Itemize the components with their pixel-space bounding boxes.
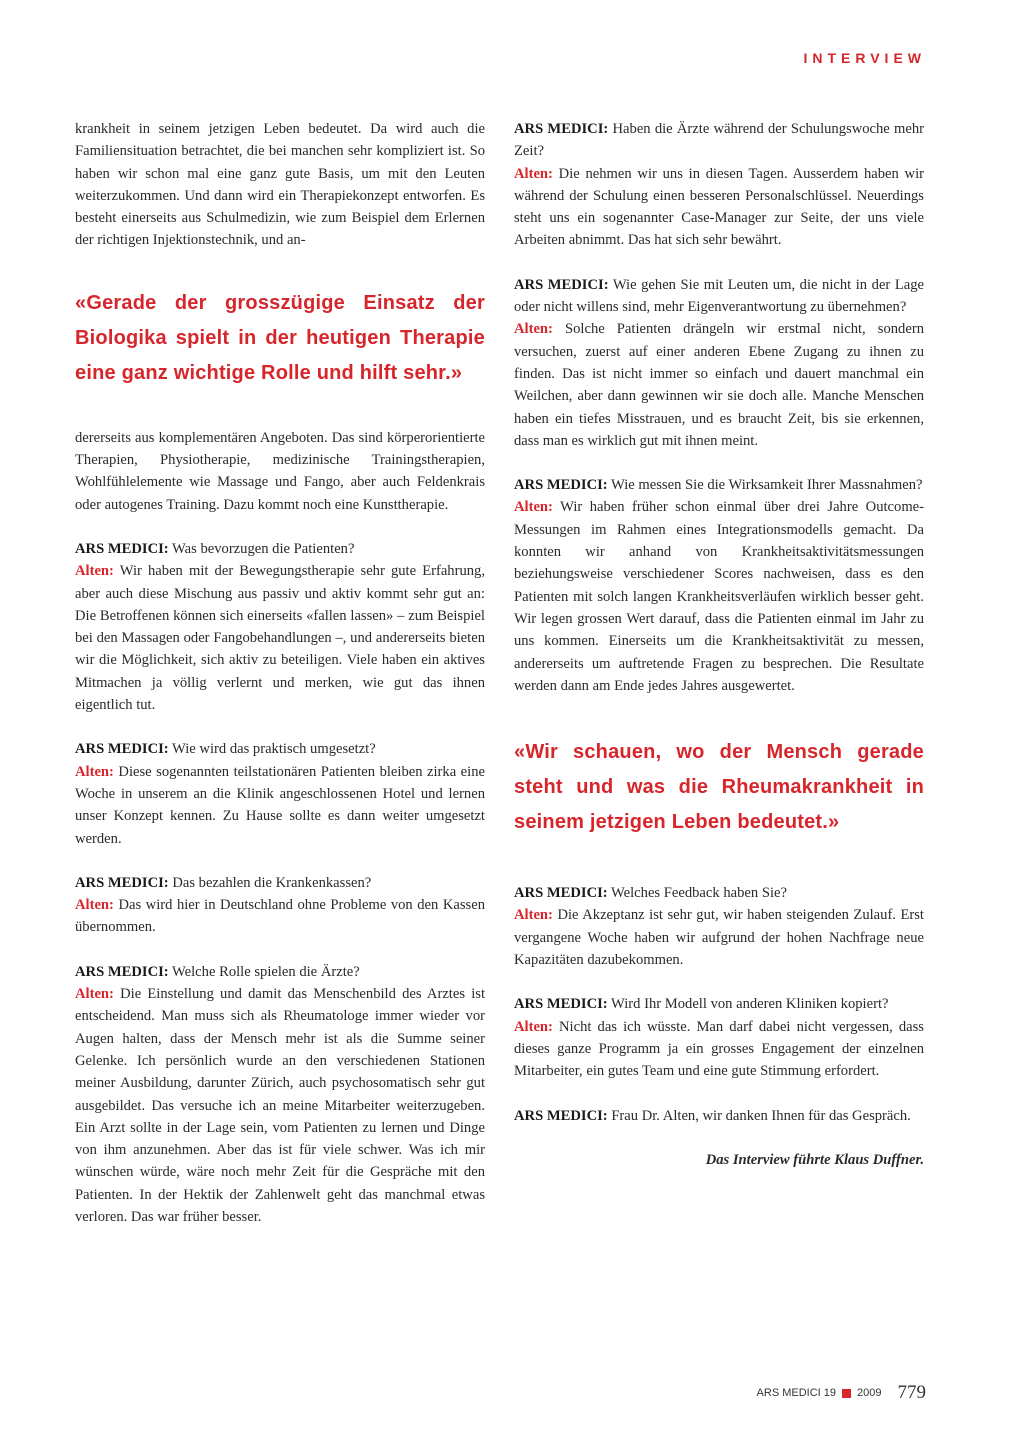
question-text: Wie messen Sie die Wirksamkeit Ihrer Massnahmen?: [611, 477, 923, 494]
interview-credit: Das Interview führte Klaus Duffner.: [705, 1151, 924, 1168]
answer-text: Die nehmen wir uns in diesen Tagen. Ausserdem haben wir während der Schulung einen besseren Personalschlüssel. Neuerdings steht uns ein sogenannter Case-Manager zur Seite, der uns viele Arbeiten abnimmt. Das hat sich sehr bewährt.: [514, 165, 924, 249]
continuation-paragraph: dererseits aus komplementären Angeboten. Das sind körperorientierte Therapien, Physiotherapie, medizinische Trainingstherapien, Wohlfühlelemente wie Massage und Fango, aber auch Feldenkrais oder autogenes Training. Dazu kommt noch eine Kunsttherapie.: [75, 429, 485, 513]
qa-question: [514, 993, 924, 1015]
interviewer-label: ARS MEDICI:: [514, 121, 609, 137]
answer-text: Die Einstellung und damit das Menschenbild des Arztes ist entscheidend. Man muss sich als Rheumatologe immer wieder vor Augen halten, dass der Mensch mehr ist als die Summe seiner Gelenke. Ich persönlich wurde an den verschiedenen Stationen meiner Ausbildung, darunter Zürich, auch psychosomatisch sehr gut ausgebildet. Das versuche ich an meine Mitarbeiter weiterzugeben. Ein Arzt sollte in der Lage sein, vom Patienten zu lernen und Dinge von ihm anzunehmen. Aber das ist für viele schwer. Was ich mir wünschen würde, wäre noch mehr Zeit für die Gespräche mit den Patienten. In der Hektik der Zahlenwelt geht das manchmal etwas verloren. Das war früher besser.: [75, 986, 485, 1225]
interviewee-label: Alten:: [514, 499, 553, 516]
page-number: 779: [897, 1382, 926, 1403]
question-text: Haben die Ärzte während der Schulungswoche mehr Zeit?: [514, 121, 925, 160]
qa-answer: [514, 904, 924, 971]
interviewee-label: Alten:: [75, 986, 114, 1003]
question-text: Wird Ihr Modell von anderen Kliniken kopiert?: [611, 996, 889, 1013]
answer-text: Wir haben früher schon einmal über drei Jahre Outcome-Messungen im Rahmen eines Integrationsmodells gemacht. Da konnten wir anhand von Krankheitsaktivitätsmessungen beziehungsweise verschiedener Scores nachweisen, dass es den Patienten mit solch langen Krankheitsverläufen wirklich besser geht. Wir legen grossen Wert darauf, dass die Patienten einmal im Jahr zu uns kommen. Einerseits um die Krankheitsaktivität zu messen, andererseits um auftretende Fragen zu besprechen. Die Resultate werden dann am Ende jedes Jahres ausgewertet.: [514, 499, 925, 694]
interviewee-label: Alten:: [514, 321, 553, 338]
pull-quote-left: «Gerade der grosszügige Einsatz der Biologika spielt in der heutigen Therapie eine ganz wichtige Rolle und hilft sehr.»: [75, 291, 485, 384]
qa-question: [514, 118, 924, 163]
qa-answer: [75, 894, 485, 939]
closing-remark: [514, 1105, 924, 1127]
qa-question: [75, 872, 485, 894]
qa-answer: [514, 318, 924, 452]
interviewer-label: ARS MEDICI:: [514, 996, 608, 1013]
qa-answer: [514, 496, 924, 697]
answer-text: Solche Patienten drängeln wir erstmal nicht, sondern versuchen, zuerst auf einer anderen Ebene Zugang zu ihnen zu finden. Das ist nicht immer so einfach und dauert manchmal ein Weilchen, aber dann gewinnen wir sie doch alle. Manche Menschen haben ein tiefes Misstrauen, und es braucht Zeit, bis sie erkennen, dass man es wirklich gut mit ihnen meint.: [514, 321, 924, 449]
question-text: Welche Rolle spielen die Ärzte?: [172, 963, 360, 980]
interviewer-label: ARS MEDICI:: [514, 276, 609, 293]
qa-answer: [514, 163, 924, 252]
qa-question: [75, 738, 485, 760]
answer-text: Nicht das ich wüsste. Man darf dabei nicht vergessen, dass dieses ganze Programm ja ein grosses Engagement der einzelnen Mitarbeiter, ein gutes Team und eine gute Stimmung erfordert.: [514, 1018, 924, 1080]
interviewee-label: Alten:: [514, 1018, 553, 1035]
page-footer: [757, 1382, 926, 1404]
interviewer-label: ARS MEDICI:: [514, 885, 608, 902]
question-text: Das bezahlen die Krankenkassen?: [172, 874, 372, 891]
interviewer-label: ARS MEDICI:: [75, 963, 169, 980]
qa-answer: [75, 983, 485, 1228]
qa-question: [514, 882, 924, 904]
issue-year: 2009: [857, 1387, 882, 1399]
interviewer-label: ARS MEDICI:: [75, 874, 169, 891]
answer-text: Diese sogenannten teilstationären Patienten bleiben zirka eine Woche in unserem an die Klinik angeschlossenen Hotel und lernen unser Konzept kennen. Zu Hause sollte es dann weiter umgesetzt werden.: [75, 763, 485, 847]
closing-text: Frau Dr. Alten, wir danken Ihnen für das Gespräch.: [611, 1107, 911, 1124]
pull-quote-right: «Wir schauen, wo der Mensch gerade steht und was die Rheumakrankheit in seinem jetzigen Leben bedeutet.»: [514, 741, 924, 834]
answer-text: Das wird hier in Deutschland ohne Probleme von den Kassen übernommen.: [75, 897, 485, 936]
interviewee-label: Alten:: [75, 897, 114, 914]
qa-question: [75, 538, 485, 560]
interviewee-label: Alten:: [514, 907, 553, 924]
interviewee-label: Alten:: [514, 165, 553, 182]
answer-text: Wir haben mit der Bewegungstherapie sehr gute Erfahrung, aber auch diese Mischung aus passiv und aktiv kommt sehr gut an: Die Betroffenen können sich einerseits «fallen lassen» – zum Beispiel bei den Massagen oder Fangobehandlungen –, und andererseits bieten wir die Möglichkeit, sich aktiv zu beteiligen. Viele haben ein aktives Mitmachen ja völlig verlernt und merken, wie gut das ihnen eigentlich tut.: [75, 563, 485, 714]
answer-text: Die Akzeptanz ist sehr gut, wir haben steigenden Zulauf. Erst vergangene Woche haben wir aufgrund der hohen Nachfrage neue Kapazitäten dazubekommen.: [514, 907, 924, 969]
interviewee-label: Alten:: [75, 763, 114, 780]
question-text: Wie wird das praktisch umgesetzt?: [172, 741, 376, 758]
intro-paragraph: krankheit in seinem jetzigen Leben bedeutet. Da wird auch die Familiensituation betrachtet, die bei manchen sehr kompliziert ist. So haben wir schon mal eine ganz gute Basis, um mit den Leuten weiterzukommen. Und dann wird ein Therapiekonzept entworfen. Es besteht einerseits aus Schulmedizin, wie zum Beispiel dem Erlernen der richtigen Injektionstechnik, und an-: [75, 121, 485, 249]
qa-question: [514, 474, 924, 496]
question-text: Wie gehen Sie mit Leuten um, die nicht in der Lage oder nicht willens sind, mehr Eigenverantwortung zu übernehmen?: [514, 276, 925, 316]
qa-answer: [75, 761, 485, 850]
left-column: [75, 118, 485, 1228]
qa-question: [75, 961, 485, 983]
interviewer-label: ARS MEDICI:: [514, 1107, 608, 1124]
question-text: Welches Feedback haben Sie?: [611, 885, 787, 902]
qa-question: [514, 274, 924, 319]
section-label: INTERVIEW: [803, 50, 926, 66]
qa-answer: [75, 560, 485, 716]
journal-name: ARS MEDICI 19: [756, 1387, 837, 1399]
qa-answer: [514, 1016, 924, 1083]
interviewer-label: ARS MEDICI:: [514, 477, 608, 494]
interviewer-label: ARS MEDICI:: [75, 540, 169, 557]
right-column: [514, 118, 924, 1171]
question-text: Was bevorzugen die Patienten?: [172, 540, 355, 557]
interviewee-label: Alten:: [75, 563, 114, 580]
square-icon: [842, 1389, 851, 1398]
interviewer-label: ARS MEDICI:: [75, 741, 169, 758]
